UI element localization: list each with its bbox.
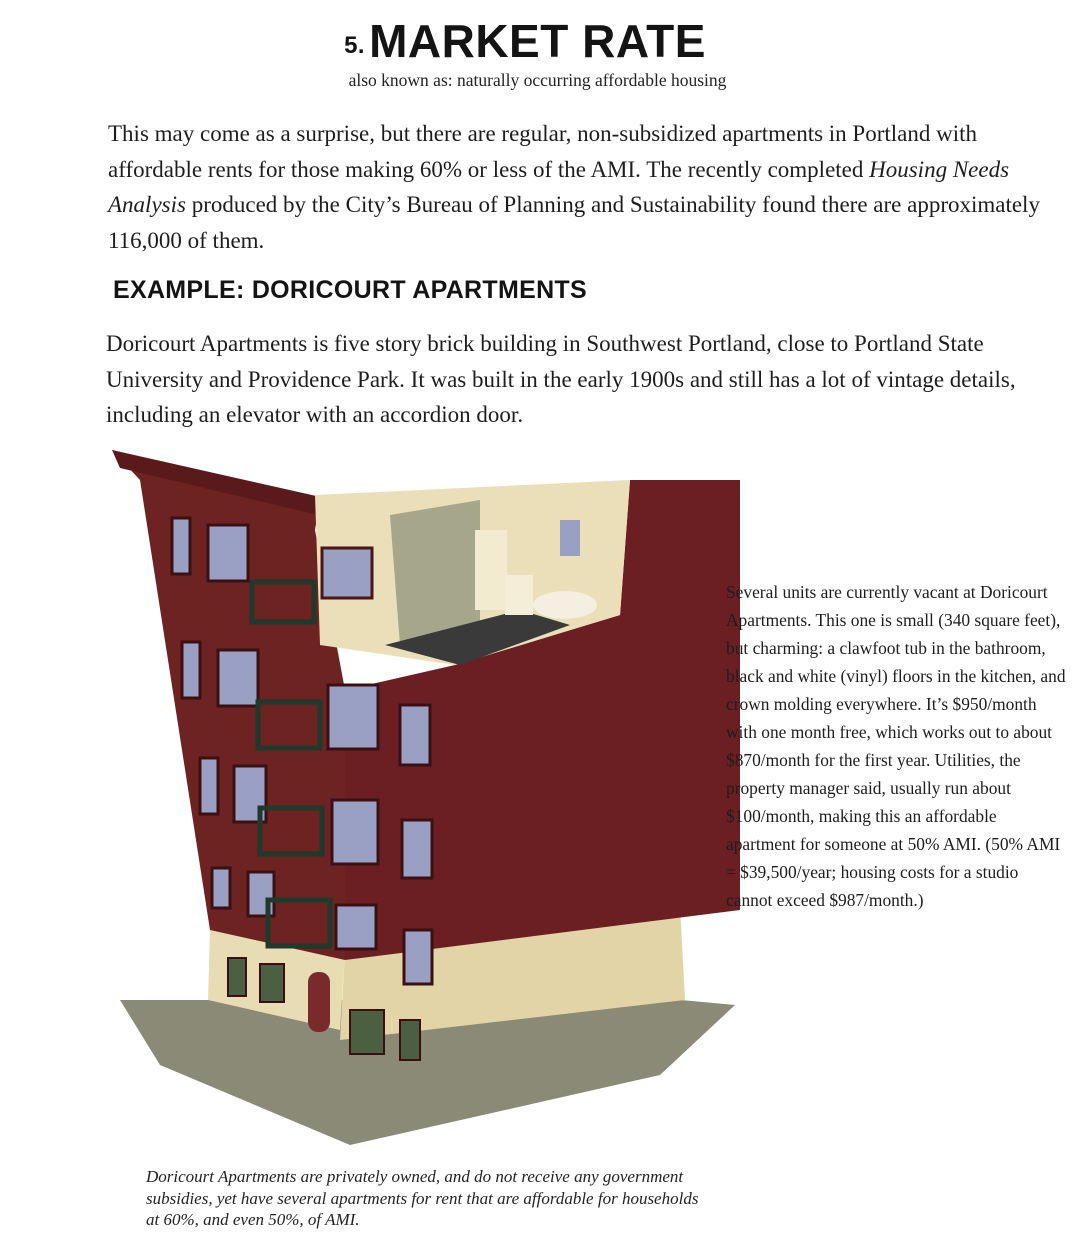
- page-title: [0, 14, 1050, 68]
- section-number: 5.: [344, 32, 366, 59]
- stove: [505, 575, 533, 615]
- example-heading: EXAMPLE: DORICOURT APARTMENTS: [113, 276, 587, 304]
- interior-left-wall: [390, 500, 480, 645]
- refrigerator: [475, 530, 507, 610]
- unit-description: Several units are currently vacant at Doricourt Apartments. This one is small (340 square feet), but charming: a clawfoot tub in the bathroom, black and white (vinyl) floors in the kitchen, and crown molding everywhere. It’s $950/month with one month free, which works out to about $870/month for the first year. Utilities, the property manager said, usually run about $100/month, making this an affordable apartment for someone at 50% AMI. (50% AMI = $39,500/year; housing costs for a studio cannot exceed $987/month.): [726, 582, 1066, 910]
- intro-paragraph: [108, 116, 1043, 258]
- subtitle: also known as: naturally occurring affordable housing: [348, 70, 727, 90]
- front-door: [308, 972, 330, 1032]
- intro-text-end: produced by the City’s Bureau of Planning and Sustainability found there are approximately 116,000 of them.: [108, 192, 1040, 253]
- side-windows: [400, 705, 432, 984]
- clawfoot-tub: [533, 591, 597, 619]
- illustration-caption: Doricourt Apartments are privately owned, and do not receive any government subsidies, yet have several apartments for rent that are affordable for households at 60%, and even 50%, of AMI.: [146, 1167, 699, 1229]
- report-title: Housing Needs Analysis: [108, 156, 1010, 217]
- intro-text-start: This may come as a surprise, but there are regular, non-subsidized apartments in Portland with affordable rents for those making 60% or less of the AMI. The recently completed: [108, 121, 978, 182]
- upper-window: [322, 548, 372, 598]
- example-paragraph: Doricourt Apartments is five story brick building in Southwest Portland, close to Portland State University and Providence Park. It was built in the early 1900s and still has a lot of vintage details, including an elevator with an accordion door.: [106, 331, 1016, 427]
- bathroom-window: [560, 520, 580, 556]
- building-illustration: [100, 440, 740, 1160]
- section-title: MARKET RATE: [369, 15, 706, 67]
